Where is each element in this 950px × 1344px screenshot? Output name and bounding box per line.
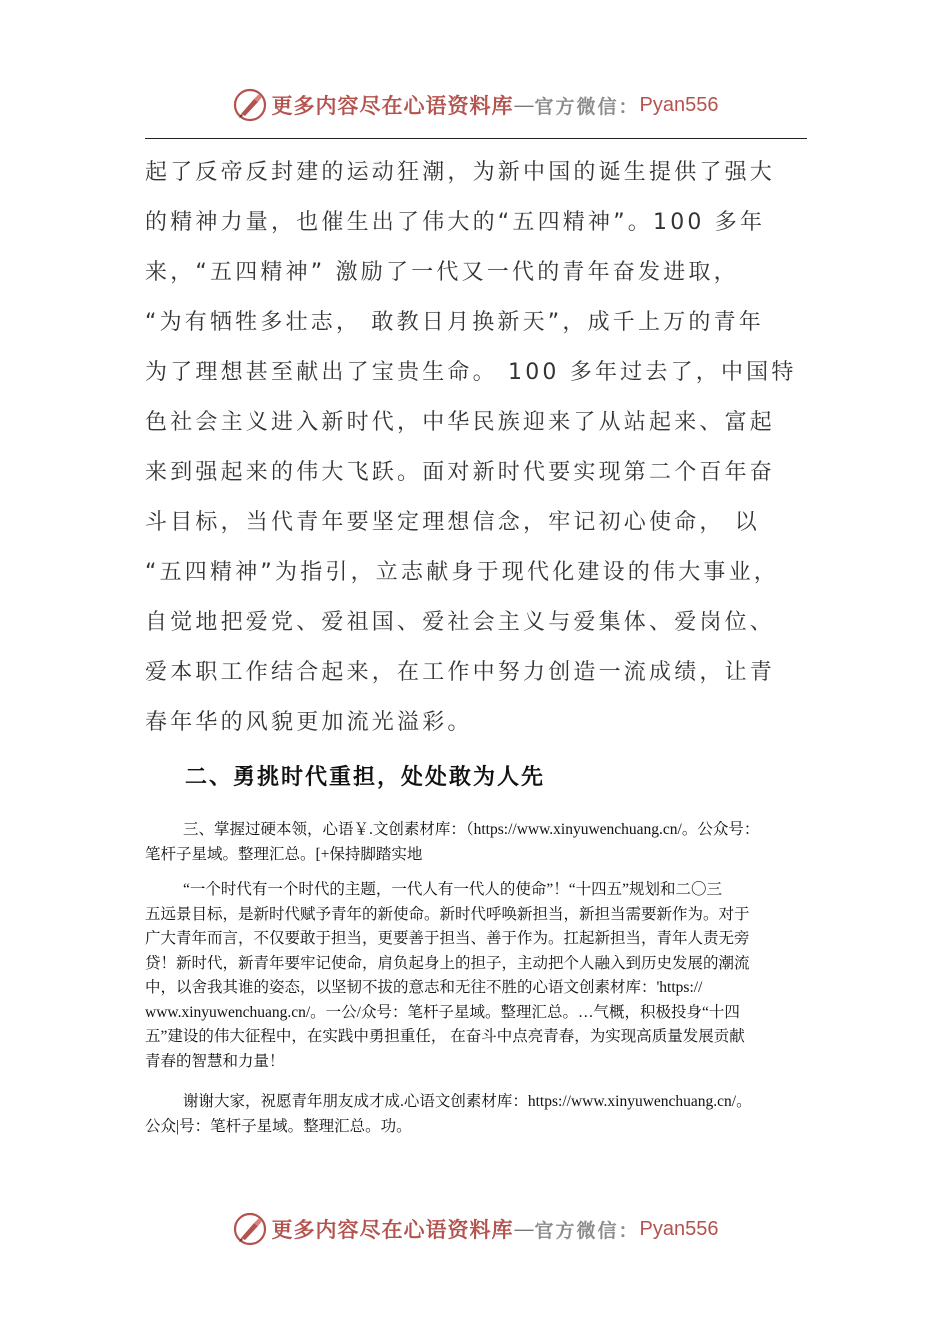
paragraph-line: 五远景目标，是新时代赋予青年的新使命。新时代呼唤新担当，新担当需要新作为。对于	[145, 905, 750, 923]
paragraph-line: “一个时代有一个时代的主题，一代人有一代人的使命”！“十四五”规划和二〇三	[183, 881, 723, 898]
banner-title: 更多内容尽在心语资料库	[271, 93, 514, 118]
header-banner	[0, 85, 950, 125]
paragraph-2	[145, 878, 810, 1074]
body-text	[145, 148, 810, 748]
body-line: “五四精神”为指引，立志献身于现代化建设的伟大事业，	[145, 560, 779, 585]
banner-dash: —	[513, 93, 535, 117]
body-line: 爱本职工作结合起来，在工作中努力创造一流成绩，让青	[145, 660, 776, 685]
paragraph-line: 中，以舍我其谁的姿态，以坚韧不拔的意志和无往不胜的心语文创素材库：'https://	[145, 979, 703, 996]
paragraph-1	[145, 818, 810, 867]
paragraph-line: www.xinyuwenchuang.cn/。一公/众号：笔杆子星域。整理汇总。…气概，积极投身“十四	[145, 1003, 740, 1021]
header-rule	[145, 138, 807, 139]
banner-wechat-label: 官方微信：	[534, 1219, 640, 1242]
paragraph-line: 谢谢大家，祝愿青年朋友成才成.心语文创素材库：https://www.xinyuwenchuang.cn/。	[183, 1093, 752, 1110]
banner-title: 更多内容尽在心语资料库	[271, 1217, 514, 1242]
banner-wechat-label: 官方微信：	[534, 95, 640, 118]
paragraph-line: 贷！新时代，新青年要牢记使命，肩负起身上的担子，主动把个人融入到历史发展的潮流	[145, 954, 750, 972]
pen-logo-icon	[232, 1211, 268, 1247]
body-line: 来，“五四精神” 激励了一代又一代的青年奋发进取，	[145, 260, 739, 285]
body-line: 斗目标，当代青年要坚定理想信念，牢记初心使命， 以	[145, 510, 760, 535]
section-heading: 二、勇挑时代重担，处处敢为人先	[185, 765, 546, 790]
paragraph-line: 广大青年而言，不仅要敢于担当，更要善于担当、善于作为。扛起新担当，青年人责无旁	[145, 930, 750, 947]
paragraph-line: 五”建设的伟大征程中，在实践中勇担重任， 在奋斗中点亮青春，为实现高质量发展贡献	[145, 1028, 745, 1045]
body-line: 色社会主义进入新时代，中华民族迎来了从站起来、富起	[145, 410, 776, 435]
body-line: 为了理想甚至献出了宝贵生命。 100 多年过去了，中国特	[145, 360, 797, 385]
pen-logo-icon	[232, 87, 268, 123]
body-line: 起了反帝反封建的运动狂潮，为新中国的诞生提供了强大	[145, 160, 776, 185]
body-line: 春年华的风貌更加流光溢彩。	[145, 710, 473, 735]
paragraph-line: 公众|号：笔杆子星域。整理汇总。功。	[145, 1117, 412, 1135]
paragraph-line: 青春的智慧和力量！	[145, 1052, 285, 1070]
body-line: 的精神力量，也催生出了伟大的“五四精神”。100 多年	[145, 210, 766, 235]
paragraph-3	[145, 1090, 810, 1139]
body-line: “为有牺牲多壮志， 敢教日月换新天”，成千上万的青年	[145, 310, 764, 335]
body-line: 自觉地把爱党、爱祖国、爱社会主义与爱集体、爱岗位、	[145, 610, 776, 635]
body-line: 来到强起来的伟大飞跃。面对新时代要实现第二个百年奋	[145, 460, 776, 485]
banner-wechat-id: Pyan556	[639, 1217, 719, 1240]
banner-wechat-id: Pyan556	[639, 93, 719, 116]
banner-dash: —	[513, 1217, 535, 1241]
footer-banner	[0, 1209, 950, 1249]
paragraph-line: 笔杆子星域。整理汇总。[+保持脚踏实地	[145, 845, 423, 863]
paragraph-line: 三、掌握过硬本领，心语￥.文创素材库：（https://www.xinyuwenchuang.cn/。公众号：	[183, 821, 760, 838]
